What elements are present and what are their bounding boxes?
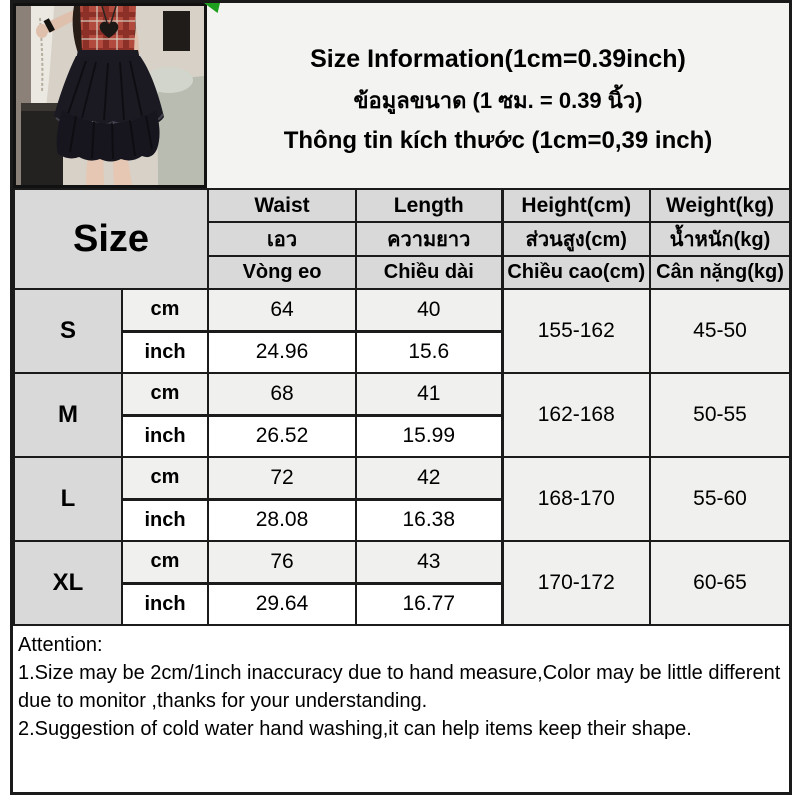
length-cm-value: 41 [356, 373, 502, 415]
title-english: Size Information(1cm=0.39inch) [310, 44, 686, 73]
length-inch-value: 15.6 [356, 331, 502, 373]
size-label-s: S [14, 289, 122, 373]
length-cm-value: 43 [356, 541, 502, 583]
length-cm-value: 40 [356, 289, 502, 331]
length-inch-value: 16.77 [356, 583, 502, 625]
size-corner-label: Size [14, 189, 208, 289]
unit-inch: inch [122, 583, 208, 625]
col-header-height-en: Height(cm) [502, 189, 650, 222]
height-range: 162-168 [502, 373, 650, 457]
col-header-weight-th: น้ำหนัก(kg) [650, 222, 790, 256]
waist-inch-value: 24.96 [208, 331, 356, 373]
table-row [14, 457, 790, 499]
attention-section [13, 626, 789, 743]
weight-range: 55-60 [650, 457, 790, 541]
size-label-l: L [14, 457, 122, 541]
height-range: 155-162 [502, 289, 650, 373]
weight-range: 50-55 [650, 373, 790, 457]
col-header-height-vi: Chiều cao(cm) [502, 256, 650, 289]
unit-inch: inch [122, 331, 208, 373]
col-header-waist-vi: Vòng eo [208, 256, 356, 289]
col-header-waist-th: เอว [208, 222, 356, 256]
unit-inch: inch [122, 499, 208, 541]
attention-note-1: 1.Size may be 2cm/1inch inaccuracy due to hand measure,Color may be little different due to monitor ,thanks for your understanding. [18, 662, 781, 712]
waist-cm-value: 76 [208, 541, 356, 583]
waist-cm-value: 68 [208, 373, 356, 415]
size-label-m: M [14, 373, 122, 457]
wall-frame [163, 11, 190, 51]
attention-heading: Attention: [18, 634, 103, 656]
size-table [13, 188, 791, 626]
weight-range: 60-65 [650, 541, 790, 625]
unit-cm: cm [122, 373, 208, 415]
length-inch-value: 15.99 [356, 415, 502, 457]
title-section [13, 3, 789, 188]
unit-cm: cm [122, 457, 208, 499]
waist-inch-value: 26.52 [208, 415, 356, 457]
col-header-length-vi: Chiều dài [356, 256, 502, 289]
waist-inch-value: 29.64 [208, 583, 356, 625]
waist-cm-value: 72 [208, 457, 356, 499]
height-range: 170-172 [502, 541, 650, 625]
outer-frame [10, 0, 792, 795]
col-header-weight-en: Weight(kg) [650, 189, 790, 222]
unit-inch: inch [122, 415, 208, 457]
col-header-length-th: ความยาว [356, 222, 502, 256]
col-header-height-th: ส่วนสูง(cm) [502, 222, 650, 256]
col-header-length-en: Length [356, 189, 502, 222]
weight-range: 45-50 [650, 289, 790, 373]
table-row [14, 289, 790, 331]
col-header-waist-en: Waist [208, 189, 356, 222]
product-photo [13, 3, 207, 188]
attention-note-2: 2.Suggestion of cold water hand washing,it can help items keep their shape. [18, 718, 692, 740]
table-row [14, 541, 790, 583]
height-range: 168-170 [502, 457, 650, 541]
title-block [207, 3, 789, 192]
product-photo-illustration [16, 6, 204, 185]
unit-cm: cm [122, 541, 208, 583]
length-inch-value: 16.38 [356, 499, 502, 541]
table-row [14, 373, 790, 415]
waist-cm-value: 64 [208, 289, 356, 331]
size-label-xl: XL [14, 541, 122, 625]
title-thai: ข้อมูลขนาด (1 ซม. = 0.39 นิ้ว) [353, 87, 643, 113]
col-header-weight-vi: Cân nặng(kg) [650, 256, 790, 289]
title-vietnamese: Thông tin kích thước (1cm=0,39 inch) [283, 126, 713, 154]
length-cm-value: 42 [356, 457, 502, 499]
unit-cm: cm [122, 289, 208, 331]
waist-inch-value: 28.08 [208, 499, 356, 541]
